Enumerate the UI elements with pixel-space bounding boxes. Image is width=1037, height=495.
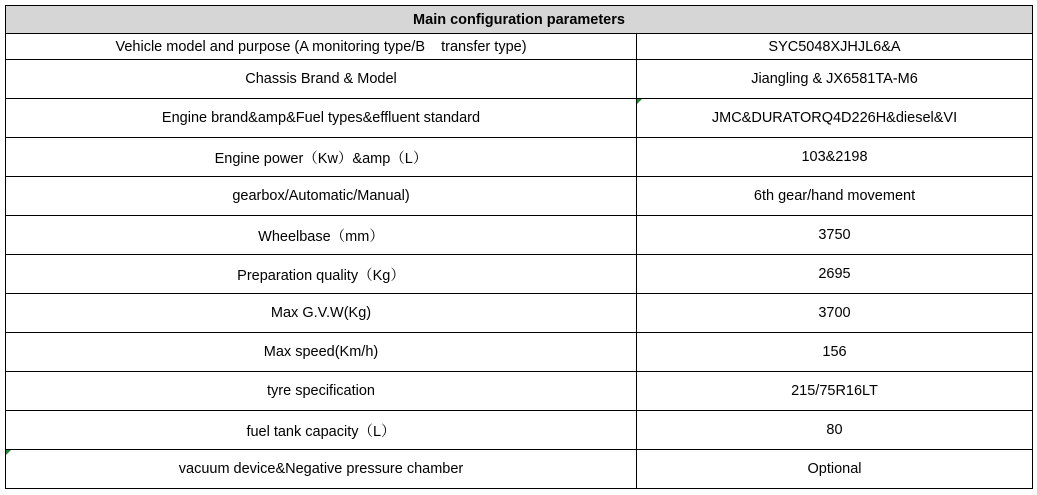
param-label-cell[interactable]: fuel tank capacity（L） <box>6 411 637 450</box>
param-value-cell[interactable]: 6th gear/hand movement <box>637 177 1033 216</box>
param-value-cell[interactable]: SYC5048XJHJL6&A <box>637 34 1033 60</box>
param-value-cell[interactable]: 3700 <box>637 294 1033 333</box>
param-label-cell[interactable]: tyre specification <box>6 372 637 411</box>
param-label-cell[interactable]: Vehicle model and purpose (A monitoring type/B transfer type) <box>6 34 637 60</box>
table-row <box>6 294 1033 333</box>
table-row <box>6 372 1033 411</box>
param-label-cell[interactable]: Preparation quality（Kg） <box>6 255 637 294</box>
param-label-cell[interactable]: Wheelbase（mm） <box>6 216 637 255</box>
param-value-cell[interactable]: 215/75R16LT <box>637 372 1033 411</box>
param-label-cell[interactable]: Max G.V.W(Kg) <box>6 294 637 333</box>
table-row <box>6 333 1033 372</box>
param-label-cell[interactable]: Chassis Brand & Model <box>6 60 637 99</box>
table-header-row <box>6 6 1033 34</box>
table-row <box>6 255 1033 294</box>
table-row <box>6 216 1033 255</box>
table-row <box>6 450 1033 489</box>
table-row <box>6 177 1033 216</box>
table-row <box>6 34 1033 60</box>
table-row <box>6 99 1033 138</box>
table-title[interactable]: Main configuration parameters <box>6 6 1033 34</box>
param-value-text: JMC&DURATORQ4D226H&diesel&VI <box>711 110 958 126</box>
table-row <box>6 411 1033 450</box>
param-value-cell[interactable]: Optional <box>637 450 1033 489</box>
table-row <box>6 60 1033 99</box>
param-label-cell[interactable]: Max speed(Km/h) <box>6 333 637 372</box>
param-label-cell[interactable]: Engine brand&amp&Fuel types&effluent standard <box>6 99 637 138</box>
cell-comment-marker <box>6 450 11 455</box>
param-value-cell[interactable]: 156 <box>637 333 1033 372</box>
param-label-text: vacuum device&Negative pressure chamber <box>178 461 464 477</box>
param-value-cell[interactable]: 2695 <box>637 255 1033 294</box>
param-label-cell[interactable] <box>6 450 637 489</box>
param-label-cell[interactable]: gearbox/Automatic/Manual) <box>6 177 637 216</box>
config-parameters-table <box>5 5 1033 489</box>
param-value-cell[interactable]: Jiangling & JX6581TA-M6 <box>637 60 1033 99</box>
table-row <box>6 138 1033 177</box>
param-label-cell[interactable]: Engine power（Kw）&amp（L） <box>6 138 637 177</box>
param-value-cell[interactable]: 3750 <box>637 216 1033 255</box>
param-value-cell[interactable]: 80 <box>637 411 1033 450</box>
param-value-cell[interactable] <box>637 99 1033 138</box>
cell-comment-marker <box>637 99 642 104</box>
param-value-cell[interactable]: 103&2198 <box>637 138 1033 177</box>
